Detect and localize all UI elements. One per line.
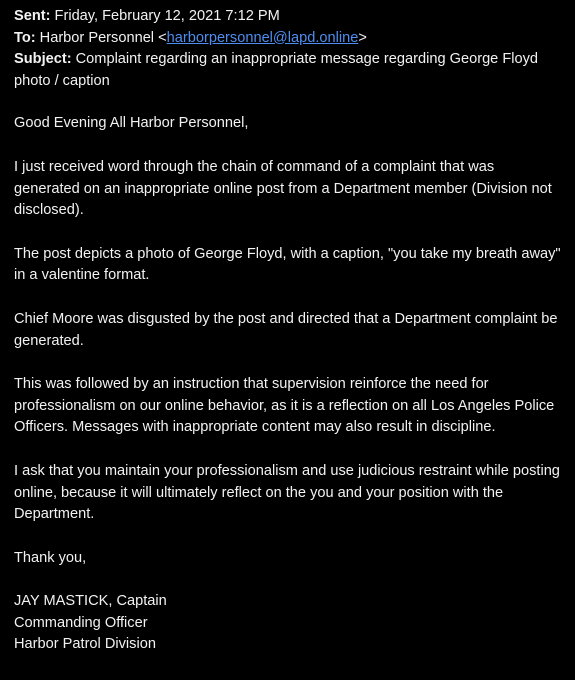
signature-title: Commanding Officer: [14, 614, 148, 631]
cropped-header-line: [14, 0, 562, 6]
to-label: To:: [14, 29, 36, 46]
closing: Thank you,: [14, 549, 87, 566]
body-paragraph: I just received word through the chain of command of a complaint that was generated on an inappropriate online post from a Department member (Division not disclosed).: [14, 158, 552, 219]
body-paragraph: I ask that you maintain your professionalism and use judicious restraint while posting online, because it will ultimately reflect on the you and your position with the Department.: [14, 462, 560, 523]
sent-value: Friday, February 12, 2021 7:12 PM: [54, 8, 280, 24]
body-paragraph: Chief Moore was disgusted by the post and directed that a Department complaint be generated.: [14, 310, 558, 349]
email-body: [14, 113, 562, 656]
subject-row: [14, 49, 562, 92]
signature-block: [14, 591, 562, 656]
to-name: Harbor Personnel <: [39, 29, 167, 46]
email-message: [14, 0, 562, 656]
greeting: Good Evening All Harbor Personnel,: [14, 115, 249, 132]
sent-label: Sent:: [14, 8, 51, 24]
to-row: [14, 28, 562, 50]
body-paragraph: This was followed by an instruction that supervision reinforce the need for professionalism on our online behavior, as it is a reflection on all Los Angeles Police Officers. Messages with inappropriate content may also result in discipline.: [14, 376, 555, 436]
subject-label: Subject:: [14, 51, 72, 68]
to-close: >: [358, 29, 367, 46]
signature-division: Harbor Patrol Division: [14, 636, 156, 653]
signature-name: JAY MASTICK, Captain: [14, 593, 167, 610]
sent-row: [14, 6, 562, 28]
body-paragraph: The post depicts a photo of George Floyd, with a caption, "you take my breath away" in a valentine format.: [14, 245, 561, 284]
to-email-link[interactable]: harborpersonnel@lapd.online: [166, 29, 359, 46]
subject-value: Complaint regarding an inappropriate message regarding George Floyd photo / caption: [14, 51, 539, 89]
